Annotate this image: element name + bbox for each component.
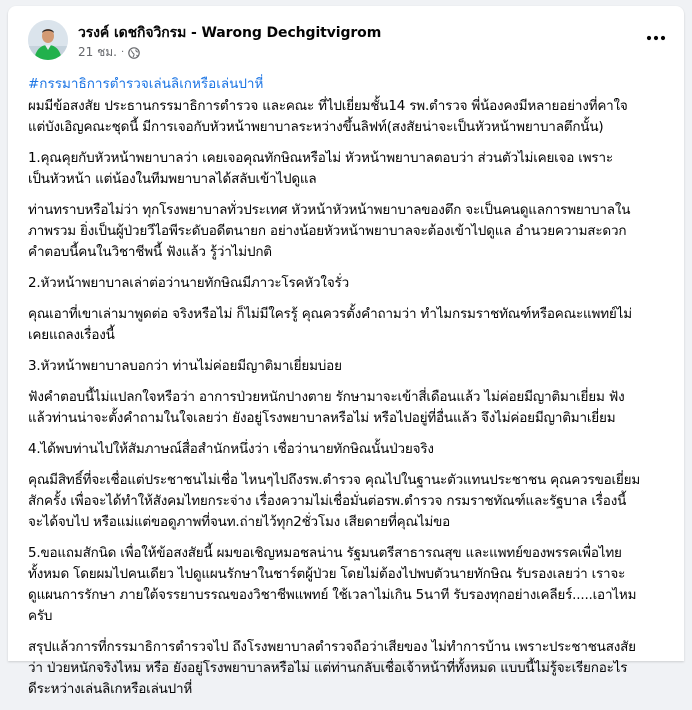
post-card — [8, 6, 684, 697]
post-paragraph: คุณเอาที่เขาเล่ามาพูดต่อ จริงหรือไม่ ก็ไม่มีใครรู้ คุณควรตั้งคำถามว่า ทำไมกรมราชทัณฑ์หรือคณะแพทย์ไม่ เคยแถลงเรื่องนี้ — [28, 306, 632, 343]
post-paragraph: 4.ได้พบท่านไปให้สัมภาษณ์สื่อสำนักหนึ่งว่า เชื่อว่านายทักษิณนั้นป่วยจริง — [28, 441, 434, 457]
more-horizontal-icon — [646, 35, 666, 41]
post-paragraph: ผมมีข้อสงสัย ประธานกรรมาธิการตำรวจ และคณะ ที่ไปเยี่ยมชั้น14 รพ.ตำรวจ พี่น้องคงมีหลายอย่างที่คาใจ แต่บังเอิญคณะชุดนี้ มีการเจอกับหัวหน้าพยาบาลระหว่างขึ้นลิฟท์(สงสัยน่าจะเป็นหัวหน้าพยาบาลตึกนั้น) — [28, 98, 628, 135]
author-name[interactable]: วรงค์ เดชกิจวิกรม - Warong Dechgitvigrom — [78, 25, 382, 41]
post-paragraph: สรุปแล้วการที่กรรมาธิการตำรวจไป ถึงโรงพยาบาลตำรวจถือว่าเสียของ ไม่ทำการบ้าน เพราะประชาชนสงสัย ว่า ป่วยหนักจริงไหม หรือ ยังอยู่โรงพยาบาลหรือไม่ แต่ท่านกลับเชื่อเจ้าหน้าที่ทั้งหมด แบบนี้ไม่รู้จะเรียกอะไร ดีระหว่างเล่นลิเกหรือเล่นปาหี่ — [28, 639, 636, 697]
separator-dot: · — [120, 47, 125, 58]
post-meta — [78, 43, 140, 62]
post-paragraph: ฟังคำตอบนี้ไม่แปลกใจหรือว่า อาการป่วยหนักปางตาย รักษามาจะเข้าสี่เดือนแล้ว ไม่ค่อยมีญาติมาเยี่ยม ฟัง แล้วท่านน่าจะตั้งคำถามในใจเลยว่า ยังอยู่โรงพยาบาลหรือไม่ หรือไปอยู่ที่อื่นแล้ว จึงไม่ค่อยมีญาติมาเยี่ยม — [28, 389, 625, 426]
post-paragraph: ท่านทราบหรือไม่ว่า ทุกโรงพยาบาลทั่วประเทศ หัวหน้าหัวหน้าพยาบาลของตึก จะเป็นคนดูแลการพยาบาลใน ภาพรวม ยิ่งเป็นผู้ป่วยวีไอพีระดับอดีตนายก อย่างน้อยหัวหน้าพยาบาลจะต้องเข้าไปดูแล อำนวยความสะดวก คำตอบนี้คนในวิชาชีพนี้ ฟังแล้ว รู้ว่าไม่ปกติ — [28, 202, 631, 260]
post-paragraph: คุณมีสิทธิ์ที่จะเชื่อแต่ประชาชนไม่เชื่อ ไหนๆไปถึงรพ.ตำรวจ คุณไปในฐานะตัวแทนประชาชน คุณควรขอเยี่ยม สักครั้ง เพื่อจะได้ทำให้สังคมไทยกระจ่าง เรื่องความไม่เชื่อมั่นต่อรพ.ตำรวจ กรมราชทัณฑ์และรัฐบาล เรื่องนี้ จะได้จบไป หรือแม่แต่ขอดูภาพที่จนท.ถ่ายไว้ทุก2ชั่วโมง เสียดายที่คุณไม่ขอ — [28, 472, 641, 530]
hashtag-link[interactable]: #กรรมาธิการตำรวจเล่นลิเกหรือเล่นปาหี่ — [28, 76, 264, 92]
avatar[interactable] — [28, 20, 68, 60]
post-header — [8, 6, 684, 70]
post-body — [28, 96, 678, 710]
avatar-image — [28, 20, 68, 60]
globe-icon[interactable] — [128, 47, 140, 59]
post-paragraph: 3.หัวหน้าพยาบาลบอกว่า ท่านไม่ค่อยมีญาติมาเยี่ยมบ่อย — [28, 358, 342, 374]
more-options-button[interactable] — [642, 28, 670, 48]
post-paragraph: 2.หัวหน้าพยาบาลเล่าต่อว่านายทักษิณมีภาวะโรคหัวใจรั่ว — [28, 275, 349, 291]
post-paragraph: 5.ขอแถมสักนิด เพื่อให้ข้อสงสัยนี้ ผมขอเชิญหมอชลน่าน รัฐมนตรีสาธารณสุข และแพทย์ของพรรคเพื่อไทย ทั้งหมด โดยผมไปคนเดียว ไปดูแผนรักษาในชาร์ตผู้ป่วย โดยไม่ต้องไปพบตัวนายทักษิณ รับรองเลยว่า เราจะ ดูแผนการรักษา ภายใต้จรรยาบรรณของวิชาชีพแพทย์ ใช้เวลาไม่เกิน 5นาที รับรองทุกอย่างเคลียร์.....เอาไหม ครับ — [28, 545, 637, 624]
post-paragraph: 1.คุณคุยกับหัวหน้าพยาบาลว่า เคยเจอคุณทักษิณหรือไม่ หัวหน้าพยาบาลตอบว่า ส่วนตัวไม่เคยเจอ เพราะ เป็นหัวหน้า แต่น้องในทีมพยาบาลได้สลับเข้าไปดูแล — [28, 150, 613, 187]
post-timestamp[interactable]: 21 ชม. — [78, 45, 117, 59]
